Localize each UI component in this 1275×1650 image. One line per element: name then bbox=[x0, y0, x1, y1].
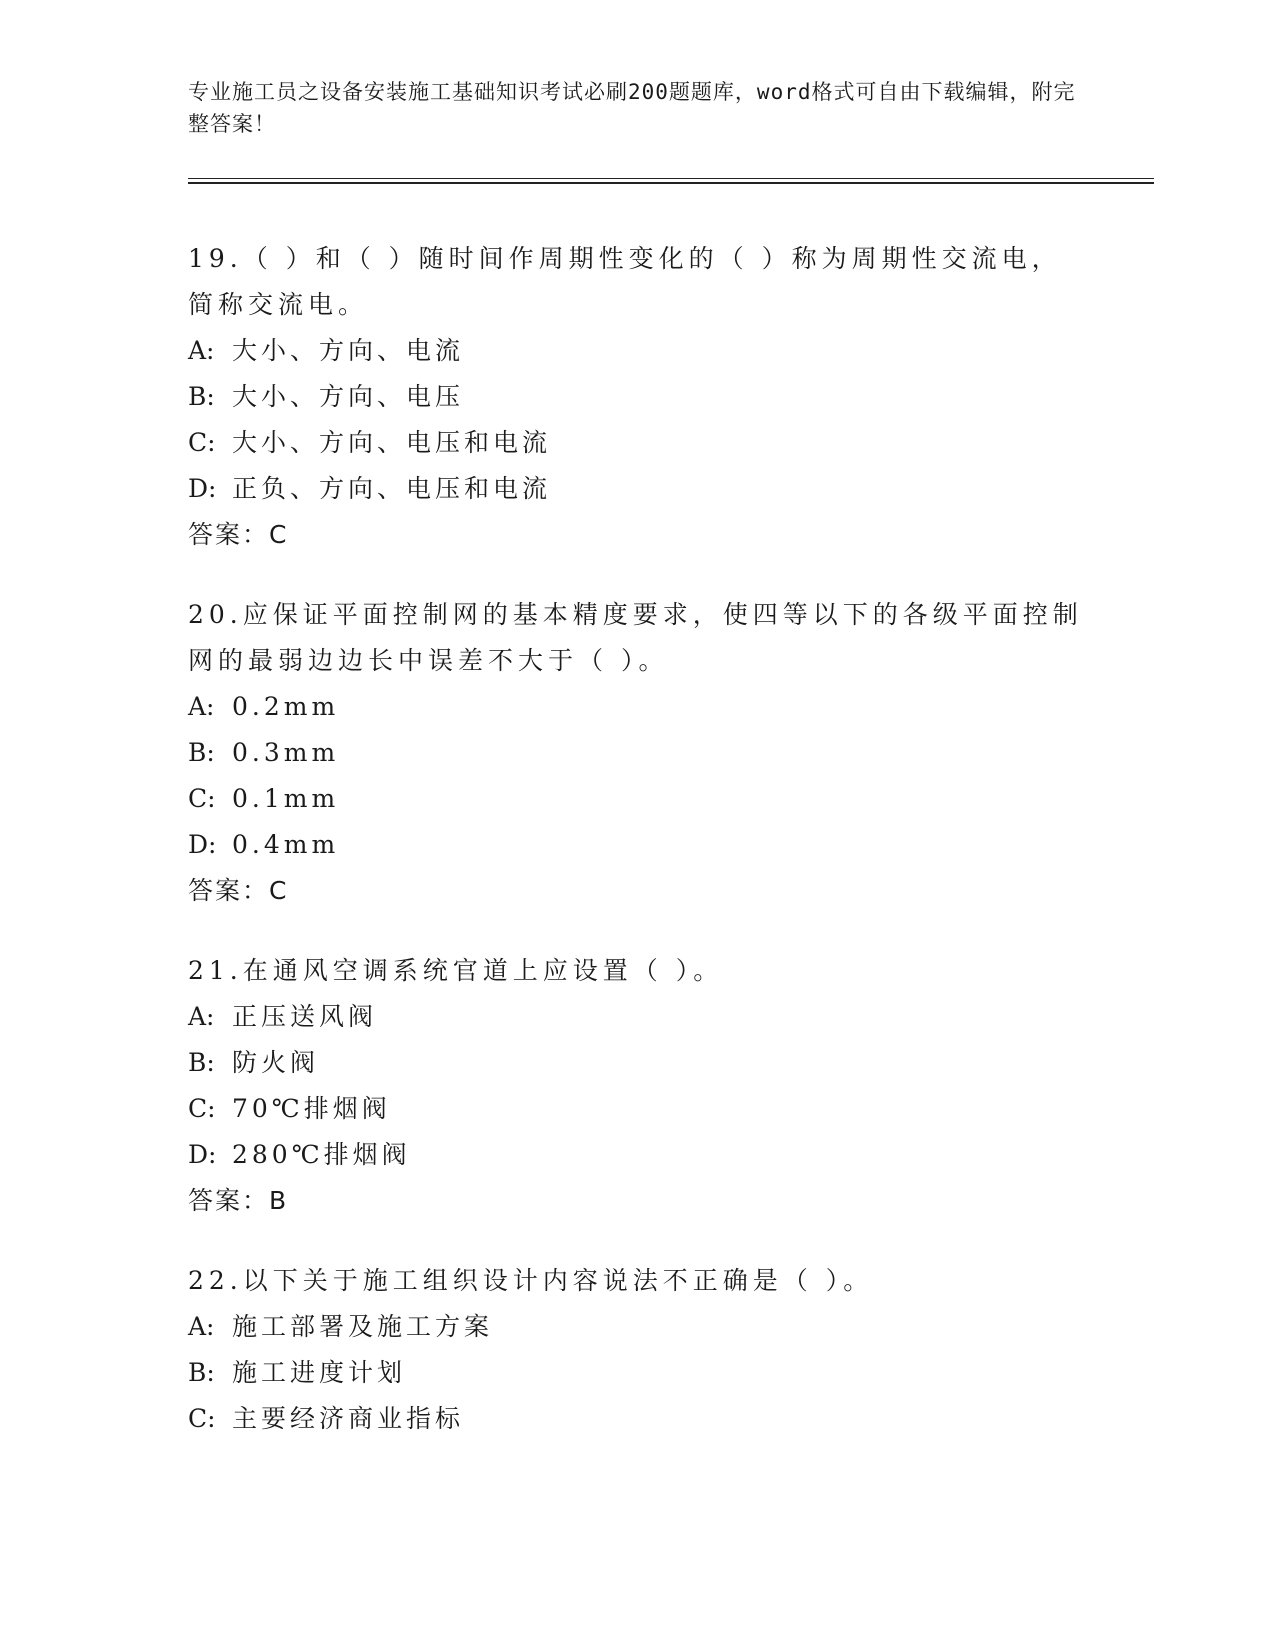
question-number: 19. bbox=[188, 244, 243, 273]
option-text: 施工部署及施工方案 bbox=[232, 1312, 494, 1341]
option-a bbox=[188, 328, 1088, 374]
header-divider-thick bbox=[188, 182, 1154, 184]
option-text: 大小、方向、电流 bbox=[232, 336, 465, 365]
option-a bbox=[188, 1304, 1088, 1350]
option-d bbox=[188, 822, 1088, 868]
option-key: D: bbox=[188, 1140, 217, 1169]
option-c bbox=[188, 776, 1088, 822]
option-text: 防火阀 bbox=[232, 1048, 320, 1077]
option-a bbox=[188, 684, 1088, 730]
option-key: C: bbox=[188, 428, 216, 457]
option-b bbox=[188, 1040, 1088, 1086]
option-key: D: bbox=[188, 474, 217, 503]
option-text: 280℃排烟阀 bbox=[232, 1140, 411, 1169]
option-text: 0.2mm bbox=[232, 692, 340, 721]
question-body: 以下关于施工组织设计内容说法不正确是（ ）。 bbox=[242, 1266, 874, 1295]
question-list bbox=[188, 236, 1088, 1476]
option-b bbox=[188, 730, 1088, 776]
question-text bbox=[188, 236, 1088, 328]
option-b bbox=[188, 1350, 1088, 1396]
option-key: C: bbox=[188, 784, 216, 813]
option-text: 0.3mm bbox=[232, 738, 340, 767]
option-c bbox=[188, 1396, 1088, 1442]
document-header bbox=[188, 76, 1088, 140]
option-d bbox=[188, 466, 1088, 512]
question-20 bbox=[188, 592, 1088, 914]
answer-line: 答案：B bbox=[188, 1186, 289, 1215]
question-22 bbox=[188, 1258, 1088, 1442]
question-body: 应保证平面控制网的基本精度要求，使四等以下的各级平面控制网的最弱边边长中误差不大于（ ）。 bbox=[188, 600, 1083, 675]
option-b bbox=[188, 374, 1088, 420]
option-key: D: bbox=[188, 830, 217, 859]
option-text: 施工进度计划 bbox=[232, 1358, 407, 1387]
option-text: 70℃排烟阀 bbox=[232, 1094, 391, 1123]
option-key: B: bbox=[188, 1048, 215, 1077]
question-21 bbox=[188, 948, 1088, 1224]
answer-line: 答案：C bbox=[188, 520, 289, 549]
option-d bbox=[188, 1132, 1088, 1178]
option-key: B: bbox=[188, 1358, 215, 1387]
option-a bbox=[188, 994, 1088, 1040]
question-text bbox=[188, 948, 1088, 994]
header-divider-thin bbox=[188, 178, 1154, 179]
option-text: 正负、方向、电压和电流 bbox=[232, 474, 552, 503]
question-number: 20. bbox=[188, 600, 243, 629]
header-title: 专业施工员之设备安装施工基础知识考试必刷200题题库，word格式可自由下载编辑，附完整答案！ bbox=[188, 80, 1076, 136]
option-key: A: bbox=[188, 1312, 215, 1341]
option-key: A: bbox=[188, 1002, 215, 1031]
option-c bbox=[188, 1086, 1088, 1132]
question-body: （ ）和（ ）随时间作周期性变化的（ ）称为周期性交流电，简称交流电。 bbox=[188, 244, 1062, 319]
question-body: 在通风空调系统官道上应设置（ ）。 bbox=[242, 956, 724, 985]
answer-line: 答案：C bbox=[188, 876, 289, 905]
question-number: 22. bbox=[188, 1266, 243, 1295]
question-text bbox=[188, 1258, 1088, 1304]
option-text: 0.1mm bbox=[232, 784, 340, 813]
option-text: 正压送风阀 bbox=[232, 1002, 378, 1031]
question-text bbox=[188, 592, 1088, 684]
option-text: 主要经济商业指标 bbox=[232, 1404, 465, 1433]
option-key: A: bbox=[188, 692, 215, 721]
option-key: C: bbox=[188, 1094, 216, 1123]
option-key: B: bbox=[188, 738, 215, 767]
option-key: C: bbox=[188, 1404, 216, 1433]
option-key: B: bbox=[188, 382, 215, 411]
option-text: 大小、方向、电压和电流 bbox=[232, 428, 552, 457]
option-key: A: bbox=[188, 336, 215, 365]
option-c bbox=[188, 420, 1088, 466]
option-text: 大小、方向、电压 bbox=[232, 382, 465, 411]
question-number: 21. bbox=[188, 956, 243, 985]
question-19 bbox=[188, 236, 1088, 558]
option-text: 0.4mm bbox=[232, 830, 340, 859]
